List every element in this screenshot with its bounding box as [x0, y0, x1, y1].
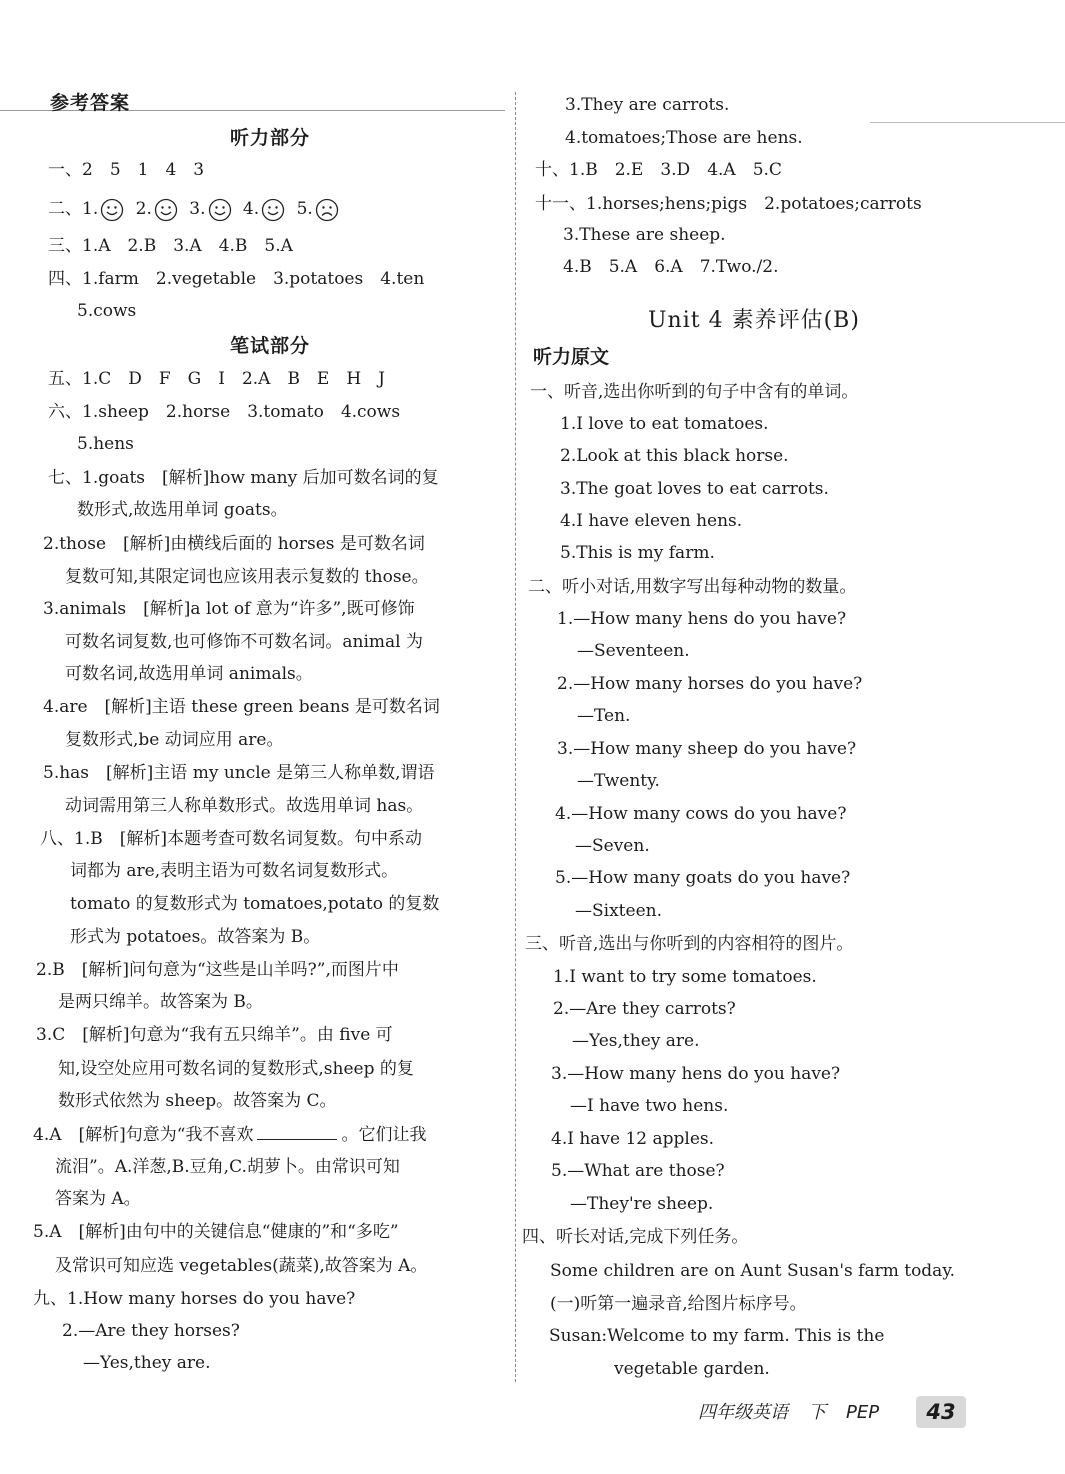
- answer-line: 5.cows: [77, 301, 137, 321]
- transcript-line: 2.—Are they carrots?: [553, 999, 736, 1019]
- transcript-line: —Seventeen.: [577, 641, 690, 661]
- answer-line: 九、1.How many horses do you have?: [33, 1289, 356, 1309]
- unit-title: Unit 4 素养评估(B): [648, 308, 860, 333]
- answer-line: 2.B [解析]问句意为“这些是山羊吗?”,而图片中: [36, 960, 399, 980]
- transcript-line: 3.—How many sheep do you have?: [557, 739, 857, 759]
- transcript-line: 1.—How many hens do you have?: [557, 609, 847, 629]
- transcript-line: 3.The goat loves to eat carrots.: [560, 479, 829, 499]
- section-heading-listening: 听力部分: [230, 127, 311, 149]
- answer-line: 5.A [解析]由句中的关键信息“健康的”和“多吃”: [33, 1222, 399, 1242]
- smile-face-icon: [208, 198, 232, 222]
- transcript-line: —Seven.: [575, 836, 650, 856]
- answer-line: 及常识可知应选 vegetables(蔬菜),故答案为 A。: [55, 1256, 428, 1276]
- answer-line: 一、2 5 1 4 3: [48, 160, 205, 180]
- transcript-line: 2.—How many horses do you have?: [557, 674, 863, 694]
- q2-item-5: 5.: [297, 199, 345, 219]
- answer-line: 3.They are carrots.: [565, 95, 730, 115]
- answer-text: 4.A [解析]句意为“我不喜欢: [33, 1125, 254, 1145]
- answer-line: tomato 的复数形式为 tomatoes,potato 的复数: [70, 894, 440, 914]
- transcript-line: 3.—How many hens do you have?: [551, 1064, 841, 1084]
- answer-line: 数形式,故选用单词 goats。: [77, 500, 288, 520]
- q2-item-4: 4.: [243, 199, 291, 219]
- transcript-line: 4.I have eleven hens.: [560, 511, 743, 531]
- answer-line: —Yes,they are.: [83, 1353, 211, 1373]
- transcript-line: 2.Look at this black horse.: [560, 446, 789, 466]
- answer-line: 5.hens: [77, 434, 134, 454]
- transcript-line: Susan:Welcome to my farm. This is the: [549, 1326, 885, 1346]
- answer-line: 是两只绵羊。故答案为 B。: [58, 992, 263, 1012]
- answer-line: 可数名词,故选用单词 animals。: [65, 664, 313, 684]
- answer-line: 复数可知,其限定词也应该用表示复数的 those。: [65, 567, 429, 587]
- section-heading-writing: 笔试部分: [230, 335, 311, 357]
- answer-line-faces: [48, 196, 345, 222]
- smile-face-icon: [261, 198, 285, 222]
- q2-prefix: 二、1.: [48, 199, 99, 219]
- transcript-line: 5.—How many goats do you have?: [555, 868, 851, 888]
- smile-face-icon: [100, 198, 124, 222]
- answer-line: [33, 1122, 426, 1148]
- answer-line: 五、1.C D F G I 2.A B E H J: [48, 369, 385, 389]
- transcript-line: (一)听第一遍录音,给图片标序号。: [550, 1294, 807, 1314]
- transcript-line: —Twenty.: [577, 771, 660, 791]
- answer-line: 七、1.goats [解析]how many 后加可数名词的复: [48, 468, 439, 488]
- page-footer: [698, 1398, 899, 1424]
- part-title: 一、听音,选出你听到的句子中含有的单词。: [530, 382, 859, 402]
- answer-line: 3.animals [解析]a lot of 意为“许多”,既可修饰: [43, 599, 415, 619]
- answer-line: 形式为 potatoes。故答案为 B。: [70, 927, 321, 947]
- footer-grade-subject: 四年级英语: [698, 1402, 788, 1423]
- answer-text: 。它们让我: [341, 1125, 427, 1145]
- answer-line: 数形式依然为 sheep。故答案为 C。: [58, 1091, 337, 1111]
- answer-line: 十、1.B 2.E 3.D 4.A 5.C: [535, 160, 782, 180]
- transcript-line: —Sixteen.: [575, 901, 662, 921]
- answer-line: 3.These are sheep.: [563, 225, 726, 245]
- transcript-heading: 听力原文: [533, 346, 610, 368]
- column-divider: [515, 92, 516, 1382]
- answer-line: 2.those [解析]由横线后面的 horses 是可数名词: [43, 534, 425, 554]
- part-title: 二、听小对话,用数字写出每种动物的数量。: [528, 577, 857, 597]
- sad-face-icon: [315, 198, 339, 222]
- transcript-line: —Ten.: [577, 706, 631, 726]
- transcript-line: 1.I love to eat tomatoes.: [560, 414, 769, 434]
- header-rule-right: [870, 122, 1065, 123]
- answer-line: 4.are [解析]主语 these green beans 是可数名词: [43, 697, 440, 717]
- smile-face-icon: [154, 198, 178, 222]
- transcript-line: vegetable garden.: [614, 1359, 770, 1379]
- answer-line: 2.—Are they horses?: [62, 1321, 240, 1341]
- answer-line: 三、1.A 2.B 3.A 4.B 5.A: [48, 236, 293, 256]
- transcript-line: 5.—What are those?: [551, 1161, 725, 1181]
- answer-line: 四、1.farm 2.vegetable 3.potatoes 4.ten: [48, 269, 425, 289]
- page-number: 43: [926, 1400, 956, 1424]
- transcript-line: —Yes,they are.: [572, 1031, 700, 1051]
- answer-line: 4.tomatoes;Those are hens.: [565, 128, 803, 148]
- answer-line: 八、1.B [解析]本题考查可数名词复数。句中系动: [40, 829, 422, 849]
- part-title: 四、听长对话,完成下列任务。: [522, 1227, 749, 1247]
- fill-blank: [257, 1123, 337, 1140]
- answer-line: 5.has [解析]主语 my uncle 是第三人称单数,谓语: [43, 763, 435, 783]
- answer-line: 知,设空处应用可数名词的复数形式,sheep 的复: [58, 1059, 414, 1079]
- transcript-line: Some children are on Aunt Susan's farm today.: [550, 1261, 956, 1281]
- transcript-line: 5.This is my farm.: [560, 543, 715, 563]
- answer-line: 流泪”。A.洋葱,B.豆角,C.胡萝卜。由常识可知: [55, 1157, 400, 1177]
- answer-line: 4.B 5.A 6.A 7.Two./2.: [563, 257, 779, 277]
- q2-item-3: 3.: [189, 199, 237, 219]
- footer-term: 下: [808, 1402, 826, 1423]
- part-title: 三、听音,选出与你听到的内容相符的图片。: [525, 934, 854, 954]
- answer-line: 答案为 A。: [55, 1189, 141, 1209]
- transcript-line: 4.—How many cows do you have?: [555, 804, 847, 824]
- transcript-line: 4.I have 12 apples.: [551, 1129, 715, 1149]
- transcript-line: —I have two hens.: [570, 1096, 729, 1116]
- answer-line: 3.C [解析]句意为“我有五只绵羊”。由 five 可: [36, 1025, 393, 1045]
- transcript-line: —They're sheep.: [570, 1194, 714, 1214]
- page-header-title: 参考答案: [50, 92, 131, 114]
- answer-line: 六、1.sheep 2.horse 3.tomato 4.cows: [48, 402, 401, 422]
- answer-line: 可数名词复数,也可修饰不可数名词。animal 为: [65, 632, 424, 652]
- q2-item-2: 2.: [136, 199, 184, 219]
- answer-line: 复数形式,be 动词应用 are。: [65, 730, 284, 750]
- transcript-line: 1.I want to try some tomatoes.: [553, 967, 817, 987]
- answer-line: 十一、1.horses;hens;pigs 2.potatoes;carrots: [535, 194, 922, 214]
- footer-edition: PEP: [846, 1402, 880, 1423]
- answer-line: 动词需用第三人称单数形式。故选用单词 has。: [65, 796, 424, 816]
- answer-line: 词都为 are,表明主语为可数名词复数形式。: [70, 861, 399, 881]
